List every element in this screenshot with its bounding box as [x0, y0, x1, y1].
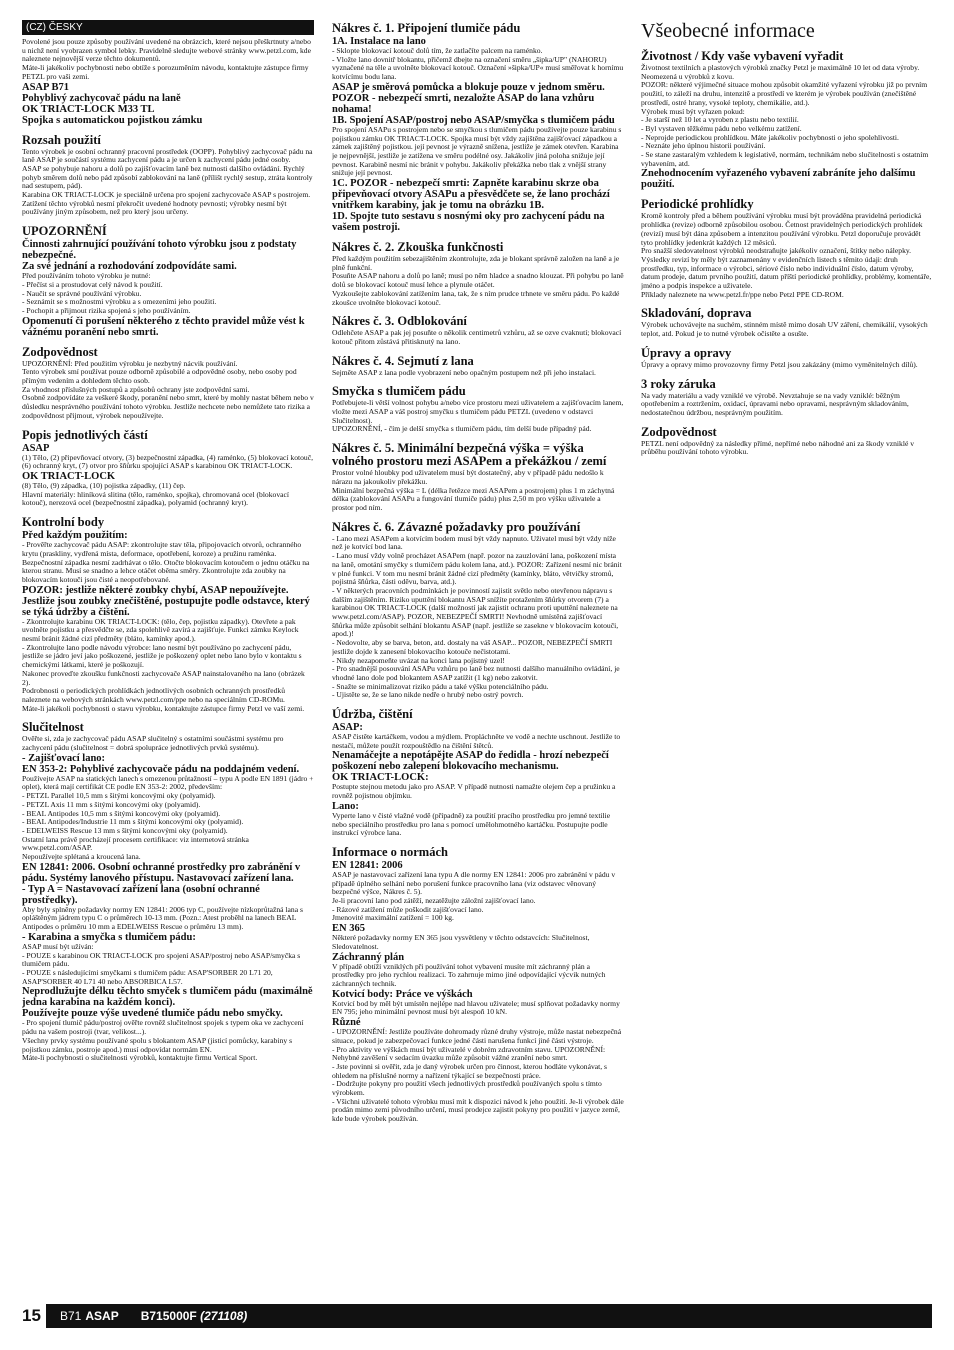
- product-1: ASAP B71: [22, 81, 69, 93]
- text-zodpovednost: UPOZORNĚNÍ: Před použitím výrobku je nezbytný nácvik používání. Tento výrobek smí používat pouze odborně způsobilé a odpovědné osoby, nebo osoby pod přímým vedením a dohledem těchto osob. Za vhodnost příslušných postupů a způsobů ochrany jste zodpovědní sami. Osobně zodpovídáte za veškeré škody, poranění nebo smrt, které by mohly nastat během nebo v důsledku nesprávného používání tohoto výrobku. Jestliže nechcete nebo nemůžete tato rizika a zodpovědnost přijmout, výrobek nepoužívejte.: [22, 358, 314, 420]
- sluc-bold-4: - Typ A = Nastavovací zařízení lana (osobní ochranné prostředky).: [22, 883, 260, 906]
- sluc-bold-3: EN 12841: 2006. Osobní ochranné prostředky pro zabránění v pádu. Systémy lanového přístupu. Nastavovací zařízení lana.: [22, 861, 301, 884]
- heading-smycka: Smyčka s tlumičem pádu: [332, 384, 466, 399]
- upravy-text: Úpravy a opravy mimo provozovny firmy Petzl jsou zakázány (mimo vyměnitelných dílů).: [641, 359, 918, 369]
- page-number: 15: [22, 1306, 41, 1325]
- product-3: OK TRIACT-LOCK M33 TL: [22, 103, 155, 115]
- heading-nakres-1: Nákres č. 1. Připojení tlumiče pádu: [332, 21, 521, 35]
- heading-upozorneni: UPOZORNĚNÍ: [22, 224, 107, 239]
- info-kotvici: Kotvicí body: Práce ve výškách: [332, 988, 473, 1000]
- sluc-text-5: - Pro spojení tlumič pádu/postroj ověřte rovněž slučitelnost spojek s typem oka ve zachycení pádu na vašem postroji (tvar, velikost...). Všechny prvky systému používané spolu s blokantem ASAP (jisticí pomůcky, karabiny s pojistkou zámku, postroje apod.) musí odpovídat normám EN. Máte-li pochybnosti o slučitelnosti výrobků, kontaktujte firmu Vertical Sport.: [22, 1018, 304, 1063]
- footer-product: ASAP: [85, 1309, 119, 1323]
- footer-date: (271108): [200, 1309, 248, 1323]
- udrzba-triact-text: Postupte stejnou metodu jako pro ASAP. V případě nutnosti namažte olejem čep a pružinku a rovněž pojistnou objímku.: [332, 782, 616, 801]
- footer-bar: [46, 1304, 932, 1328]
- heading-nakres-3: Nákres č. 3. Odblokování: [332, 314, 467, 329]
- udrzba-lano-text: Vyperte lano v čisté vlažné vodě (případně) za použití pracího prostředku pro jemné textilie nebo speciálního prostředku pro lana s pomocí umělohmotného kartáčku. Postupujte podle instrukcí výrobce lana.: [332, 810, 611, 838]
- nakres-1c: 1C. POZOR - nebezpečí smrti: Zapněte karabinu skrze oba připevňovací otvory ASAPu a přesvědčete se, že lano prochází vnitřkem karabiny, jak je tomu na obrázku 1B.: [332, 178, 610, 212]
- language-header: (CZ) ČESKY: [22, 20, 314, 35]
- sluc-bold-1: - Zajišťovací lano:: [22, 752, 106, 764]
- heading-udrzba: Údržba, čištění: [332, 707, 413, 722]
- heading-popis: Popis jednotlivých částí: [22, 427, 148, 442]
- popis-triact: OK TRIACT-LOCK: [22, 470, 116, 482]
- heading-informace: Informace o normách: [332, 844, 448, 859]
- warning-text: Před používáním tohoto výrobku je nutné: - Přečíst si a prostudovat celý návod k použití. - Naučit se správné používání výrobku. - Seznámit se s možnostmi výrobku a s omezeními jeho použití. - Pochopit a přijmout rizika spojená s jeho používáním.: [22, 271, 217, 315]
- column-3: [641, 20, 933, 457]
- heading-zodpovednost: Zodpovědnost: [22, 344, 98, 359]
- nakres-1a-text: - Sklopte blokovací kotouč dolů tím, že zatlačíte palcem na raménko. - Vložte lano dovnitř blokantu, přičemž dbejte na označení směru „šipka/UP" (NAHORU) vyznačené na těle a uvolněte blokovací kotouč. Označení »šipka/UP« musí směřovat k hornímu kotvícímu bodu lana.: [332, 46, 624, 82]
- zodpovednost-2-text: PETZL není odpovědný za následky přímé, nepřímé nebo náhodné ani za škody vzniklé v průběhu používání tohoto výrobku.: [641, 438, 915, 457]
- footer-model: B71: [60, 1309, 82, 1323]
- warning-bold-1: Činnosti zahrnující používání tohoto výrobku jsou z podstaty nebezpečné.: [22, 239, 297, 262]
- info-ruzne: Různé: [332, 1017, 361, 1029]
- udrzba-triact: OK TRIACT-LOCK:: [332, 772, 429, 784]
- nakres-6-text: - Lano mezi ASAPem a kotvícím bodem musí být vždy napnuto. Uživatel musí být vždy níže než je kotvící bod lana. - Lano musí vždy volně procházet ASAPem (např. pozor na zauzlování lana, poškození místa na laně, omotání smyčky s tlumičem pádu kolem lana, atd.). POZOR: Zařízení nesmí nic bránit v plné funkci. V tom mu nesmí bránit žádné cizí předměty (kamínky, bláto, větvičky stromů, pojistná šňůrka, části oděvu, barva, atd.). - V některých pracovních podmínkách je povinností zajistit světlo nebo otevřenou nápravu s dalším zajištěním. Riziko uputtění blokantu ASAP snížíte protažením šňůrky otvorem (7) a karabinou OK TRIACT-LOCK (další možností jak zajistit ochranu proti uputtění naleznete na www.petzl.com/ASAP). POZOR, NEBEZPEČÍ SMRTI! Nevhodně umístěná zajišťovací šňůrka může způsobit selhání blokantu ASAP (např. jestliže se zasekne v blokovacím kotouči, apod.)! - Nedovolte, aby se barva, beton, atd. dostaly na váš ASAP... POZOR, NEBEZPEČÍ SMRTI jestliže dojde k zanesení blokovacího kotouče nečistotami. - Nikdy nezapomeňte uvázat na konci lana pojistný uzel! - Pro snadnější posouvání ASAPu vzhůru po laně bez nutnosti dalšího manuálního ovládání, je vhodné lano dole pod blokantem ASAP zatížit (1 kg) nebo zakotvit. - Snažte se minimalizovat riziko pádu a také výšku potenciálního pádu. - Ujistěte se, že se lano nikde nedře o hrubý nebo ostrý povrch.: [332, 533, 622, 700]
- zivotnost-bold: Znehodnocením vyřazeného vybavení zabráníte jeho dalšímu použití.: [641, 168, 916, 191]
- nakres-3-text: Odlehčete ASAP a pak jej posuňte o několik centimetrů vzhůru, až se ozve cvaknutí; blokovací kotouč přitom zůstává přitisknutý na lano.: [332, 328, 622, 346]
- smycka-text: Potřebujete-li větší volnost pohybu a/nebo více prostoru mezi uživatelem a zajišťovacím lanem, vložte mezi ASAP a váš postroj smyčku s tlumičem pádu PETZL (uvedeno v odstavci Slučitelnost). UPOZORNĚNÍ, - čím je delší smyčka s tlumičem pádu, tím delší bude případný pád.: [332, 398, 624, 434]
- info-ruzne-text: - UPOZORNĚNÍ: Jestliže používáte dohromady různé druhy výstroje, může nastat nebezpečná situace, pokud je zabezpečovací funkce jedné části narušena funkcí jiné části výstroje. - Pro aktivity ve výškách musí být uživatelé v dobrém zdravotním stavu. UPOZORNĚNÍ: Nehybné zavěšení v sedacím úvazku může způsobit vážné zranění nebo smrt. - Jste povinni si ověřit, zda je daný výrobek určen pro činnost, kterou hodláte vykonávat, s ohledem na příslušné normy a nařízení týkající se bezpečnosti práce. - Dodržujte pokyny pro použití všech jednotlivých prostředků používaných spolu s tímto výrobkem. - Všichni uživatelé tohoto výrobku musí mít k dispozici návod k jeho použití. Je-li výrobek dále prodán mimo zemi původního určení, musí prodejce zajistit pokyny pro použití v jazyce země, kde bude výrobek používán.: [332, 1027, 624, 1124]
- popis-asap: ASAP: [22, 442, 50, 454]
- sluc-bold-2: EN 353-2: Pohyblivé zachycovače pádu na poddajném vedení.: [22, 763, 300, 775]
- heading-zivotnost: Životnost / Kdy vaše vybavení vyřadit: [641, 49, 844, 63]
- heading-zodpovednost-2: Zodpovědnost: [641, 424, 717, 439]
- sluc-text-4: ASAP musí být užíván: - POUZE s karabinou OK TRIACT-LOCK pro spojení ASAP/postroj nebo ASAP/smyčka s tlumičem pádu. - POUZE s následujícími smyčkami s tlumičem pádu: ASAP'SORBER 20 L71 20, ASAP'SORBER 40 L71 40 nebo ABSORBICA L57.: [22, 941, 301, 986]
- nakres-4-text: Sejměte ASAP z lana podle vyobrazení nebo opačným postupem než při jeho instalaci.: [332, 367, 596, 377]
- udrzba-asap-text: ASAP čistěte kartáčkem, vodou a mýdlem. Propláchněte ve vodě a nechte uschnout. Jestliže to nestačí, můžete použít rozpouštědlo na čištění štětců.: [332, 732, 621, 750]
- warning-bold-3: Opomenutí či porušení některého z těchto pravidel může vést k vážnému poranění nebo smrti.: [22, 315, 305, 338]
- column-2: [332, 20, 624, 1124]
- heading-kontrolni: Kontrolní body: [22, 515, 105, 530]
- heading-slucitelnost: Slučitelnost: [22, 720, 84, 735]
- info-en365: EN 365: [332, 923, 365, 935]
- info-kotvici-text: Kotvicí bod by měl být umístěn nejlépe nad hlavou uživatele; musí splňovat požadavky normy EN 795; jeho minimální pevnost musí být alespoň 10 kN.: [332, 998, 620, 1017]
- heading-zaruka: 3 roky záruka: [641, 376, 716, 391]
- column-1: [22, 20, 314, 1063]
- sluc-text-2: Používejte ASAP na statických lanech s omezenou průtažností – typu A podle EN 1891 (jádro + oplet), která mají certifikát CE podle EN 353-2: 2002, především: - PETZL Parallel 10,5 mm s šitými koncovými oky (polyamid). - PETZL Axis 11 mm s šitými koncovými oky (polyamid). - BEAL Antipodes 10,5 mm s šitými koncovými oky (polyamid). - BEAL Antipodes/Industrie 11 mm s šitými koncovými oky (polyamid). - EDELWEISS Rescue 13 mm s šitými koncovými oky (polyamid). Ostatní lana právě procházejí procesem certifikace: viz internetová stránka www.petzl.com/ASAP. Nepoužívejte splétaná a kroucená lana.: [22, 773, 314, 862]
- heading-upravy: Úpravy a opravy: [641, 345, 732, 360]
- kontrol-text-2: - Zkontrolujte karabinu OK TRIACT-LOCK: (tělo, čep, pojistku západky). Otevřete a pak uvolněte pojistku a přesvědčte se, zda spolehlivě zavírá a zajišťuje. Funkci zámku Keylock nesmí bránit žádné cizí předměty (bláto, kamínky apod.). - Zkontrolujte lano podle návodu výrobce: lano nesmí být používáno po zachycení pádu, jestliže se jádro jeví jako poškozené, jestliže je poškozený oplet nebo lano bylo v kontaktu s chemickými látkami, které je poškozují. Nakonec proveďte zkoušku funkčnosti zachycovače ASAP nainstalovaného na lano (obrázek 2). Podrobnosti o periodických prohlídkách jednotlivých osobních ochranných prostředků naleznete na webových stránkách www.petzl.com/ppe nebo na speciálním CD-ROMu. Máte-li jakékoli pochybnosti o stavu výrobku, kontaktujte zástupce firmy Petzl ve vaší zemi.: [22, 616, 305, 713]
- heading-nakres-5: Nákres č. 5. Minimální bezpečná výška = výška volného prostoru mezi ASAPem a překážkou / zemí: [332, 441, 607, 469]
- heading-periodicke: Periodické prohlídky: [641, 197, 754, 212]
- sluc-bold-6: Neprodlužujte délku těchto smyček s tlumičem pádu (maximálně jedna karabina na každém konci).: [22, 986, 313, 1009]
- info-zachranny: Záchranný plán: [332, 951, 405, 963]
- info-en12841-text: ASAP je nastavovací zařízení lana typu A dle normy EN 12841: 2006 pro zabránění v pádu v případě úplného selhání nebo porušení funkce pracovního lana (viz odstavec věnovaný bezpečné výšce, Nákres č. 5). Je-li pracovní lano pod zátěží, nezatěžujte záložní zajišťovací lano. - Rázové zatížení může poškodit zajišťovací lano. Jmenovité maximální zatížení = 100 kg.: [332, 869, 616, 923]
- nakres-1a: 1A. Instalace na lano: [332, 36, 426, 47]
- product-4: Spojka s automatickou pojistkou zámku: [22, 114, 203, 126]
- general-info-title: Všeobecné informace: [641, 20, 815, 42]
- sluc-text-3: Aby byly splněny požadavky normy EN 12841: 2006 typ C, používejte nízkoprůtažná lana s opláštěným jádrem typu C o průměrech 10-13 mm. (Pozn.: Atest proběhl na lanech BEAL Antipodes o průměru 10 mm a EDELWEISS Rescue o průměru 13 mm).: [22, 904, 303, 932]
- info-zachranny-text: V případě obtíží vzniklých při používání tohot vybavení musíte mít záchranný plán a prostředky pro jeho rychlou realizaci. To zahrnuje mimo jiné odpovídající výcvik nutných záchranných technik.: [332, 961, 606, 988]
- heading-nakres-4: Nákres č. 4. Sejmutí z lana: [332, 353, 474, 368]
- info-en365-text: Některé požadavky normy EN 365 jsou vysvětleny v těchto odstavcích: Slučitelnost, Sledovatelnost.: [332, 933, 590, 951]
- periodicke-text: Kromě kontroly před a během používání výrobku musí být prováděna pravidelná periodická prohlídka (revize) odborně způsobilou osobou. Četnost pravidelných periodických prohlídek (revizí) musí být dána způsobem a intenzitou používání výrobku. Petzl doporučuje provádět tyto prohlídky jedenkrát každých 12 měsíců. Pro snažší sledovatelnost výrobků neodstraňujte jakékoliv označení, štítky nebo nálepky. Výsledky revizí by měly být zaznamenány v evidenčních listech s těmito údaji: druh prostředku, typ, informace o výrobci, sériové číslo nebo individuální číslo, datum výroby, datum prodeje, datum prvního použití, datum příští periodické prohlídky, problémy, komentáře, jméno a podpis inspekce a uživatele. Příklady naleznete na www.petzl.fr/ppe nebo Petzl PPE CD-ROM.: [641, 211, 932, 299]
- udrzba-warning: Nenamáčejte a nepotápějte ASAP do ředidla - hrozí nebezpečí poškození nebo zalepení blokovacího mechanismu.: [332, 750, 609, 773]
- zaruka-text: Na vady materiálu a vady vzniklé ve výrobě. Nevztahuje se na vady vzniklé: běžným opotřebením a roztržením, oxidací, úpravami nebo opravami, nesprávným skladováním, nedostatečnou údržbou, nesprávným použitím.: [641, 390, 909, 417]
- nakres-1a-warning: ASAP je směrová pomůcka a blokuje pouze v jednom směru. POZOR - nebezpečí smrti, nezaložte ASAP do lana vzhůru nohama!: [332, 81, 605, 115]
- nakres-1b-text: Pro spojení ASAPu s postrojem nebo se smyčkou s tlumičem pádu používejte pouze karabinu s pojistkou zámku OK TRIACT-LOCK. Spojka musí být vždy zajištěna zajišťovací západkou a zámek zajištěný pojistkou. její pevnost je výrazně snížena, jestliže je zámek otevřen. Karabina je nejpevnější, jestliže je zatížena ve směru podélné osy. Jakákoliv jiná poloha snižuje její pevnost. Karabině nesmí nic bránit v pohybu. Jakákoliv překážka nebo tlak z vnější strany snižuje její pevnost.: [332, 124, 622, 178]
- page-footer: [22, 1304, 932, 1328]
- skladovani-text: Výrobek uchovávejte na suchém, stinném místě mimo dosah UV záření, chemikálií, vysokých teplot, atd. Pokud je to nutné výrobek očistěte a osušte.: [641, 320, 928, 339]
- sluc-bold-7: Používejte pouze výše uvedené tlumiče pádu nebo smyčky.: [22, 1008, 283, 1020]
- heading-rozsah: Rozsah použití: [22, 132, 101, 147]
- sluc-bold-5: - Karabina a smyčka s tlumičem pádu:: [22, 931, 196, 943]
- nakres-1b: 1B. Spojení ASAP/postroj nebo ASAP/smyčka s tlumičem pádu: [332, 114, 615, 126]
- nakres-5-text: Prostor volné hloubky pod uživatelem musí být dostatečný, aby v případě pádu nedošlo k nárazu na jakoukoliv překážku. Minimální bezpečná výška = L (délka řetězce mezi ASAPem a postrojem) plus 1 m záchytná délka (zablokování ASAPu a fungování tlumiče pádu) plus 2,50 m pro výšku uživatele a prostor pod ním.: [332, 468, 615, 512]
- udrzba-lano: Lano:: [332, 800, 359, 812]
- product-2: Pohyblivý zachycovač pádu na laně: [22, 92, 181, 104]
- sluc-text-1: Ověřte si, zda je zachycovač pádu ASAP slučitelný s ostatními součástmi systému pro zachycení pádu (slučitelnost = dobrá spolupráce jednotlivých prvků systému).: [22, 734, 284, 753]
- nakres-1d: 1D. Spojte tuto sestavu s nosnými oky pro zachycení pádu na vašem postroji.: [332, 211, 605, 234]
- warning-bold-2: Za své jednání a rozhodování zodpovídáte sami.: [22, 261, 237, 273]
- text-rozsah: Tento výrobek je osobní ochranný pracovní prostředek (OOPP). Pohyblivý zachycovač pádu na laně ASAP je součástí systému zachycení pádu a je určen k zachycení pádu jedné osoby. ASAP se pohybuje nahoru a dolů po zajišťovacím laně bez nutnosti dalšího ovládání. Rychlý pohyb směrem dolů nebo pád způsobí zablokování na laně (přílišt rychlý sestup, ztráta kontroly nad sestupem, pád). Karabina OK TRIACT-LOCK je speciálně určena pro spojení zachycovače ASAP s postrojem. Zatížení těchto výrobků nesmí překročit uvedené hodnoty pevnosti; výrobky nesmí být používány jiným způsobem, než pro který jsou určeny.: [22, 146, 313, 217]
- intro-text: Povolené jsou pouze způsoby používání uvedené na obrázcích, které nejsou přeškrtnuty a/nebo u nichž není vyobrazen symbol lebky. Pravidelně sledujte webové stránky www.petzl.com, kde naleznete nejnovější verze těchto dokumentů. Máte-li jakékoliv pochybnosti nebo obtíže s porozuměním návodu, kontaktujte zástupce firmy PETZL pro vaši zemi.: [22, 37, 311, 81]
- footer-code: B715000F: [140, 1309, 197, 1323]
- kontrol-text-1: - Prověřte zachycovač pádu ASAP: zkontrolujte stav těla, připojovacích otvorů, ochranného krytu (praskliny, vydřená místa, deformace, opotřebení, koroze) a pružinu raménka. Bezpečnostní západka nesmí zadrhávat o tělo. Otočte blokovacím kotoučem o jednu otáčku na kterou stranu. Musí se snadno a lehce otáčet oběma směry. Zkontrolujte zda zoubky na blokovacím kotouči jsou čisté a neopotřebované.: [22, 540, 310, 584]
- popis-asap-text: (1) Tělo, (2) připevňovací otvory, (3) bezpečnostní západka, (4) raménko, (5) blokovací kotouč, (6) ochranný kryt, (7) otvor pro šňůrku spojující ASAP s karabinou OK TRIACT-LOCK.: [22, 452, 313, 471]
- kontrol-bold-2: POZOR: jestliže některé zoubky chybí, ASAP nepoužívejte. Jestliže jsou zoubky znečištěné, postupujte podle odstavce, který se týká údržby a čištění.: [22, 584, 310, 618]
- udrzba-asap: ASAP:: [332, 722, 363, 734]
- nakres-2-text: Před každým použitím sebezajištěním zkontrolujte, zda je blokant správně založen na laně a je plně funkční. Posuňte ASAP nahoru a dolů po laně; musí po něm hladce a snadno klouzat. Při pohybu po laně dolů se blokovací kotouč musí lehce a plynule otáčet. Vyzkoušejte zablokování zatížením lana, tak, že s ním prudce trhnete ve směru pádu. Po každé zkoušce uvolněte blokovací kotouč.: [332, 254, 624, 307]
- heading-skladovani: Skladování, doprava: [641, 306, 752, 321]
- heading-nakres-6: Nákres č. 6. Závazné požadavky pro používání: [332, 519, 581, 534]
- popis-triact-text: (8) Tělo, (9) západka, (10) pojistka západky, (11) čep. Hlavní materiály: hliníková slitina (tělo, raménko, spojka), chromovaná ocel (blokovací kotouč), nerezová ocel (bezpečnostní západka), polyamid (ochranný kryt).: [22, 480, 289, 508]
- kontrol-bold-1: Před každým použitím:: [22, 530, 128, 542]
- zivotnost-text: Životnost textilních a plastových výrobků značky Petzl je maximálně 10 let od data výroby. Neomezená u výrobků z kovu. POZOR: některé výjimečné situace mohou způsobit okamžité vyřazení výrobku již po prvním použití, to záleží na druhu, intenzitě a prostředí ve kterém je výrobek používán (znečištěné prostředí, ostré hrany, vysoké teploty, chemikálie, atd.). Výrobek musí být vyřazen pokud: - Je starší než 10 let a vyroben z plastu nebo textilií. - Byl vystaven těžkému pádu nebo velkému zatížení. - Neprojde periodickou prohlídkou. Máte jakékoliv pochybnosti o jeho spolehlivosti. - Neznáte jeho úplnou historii používání. - Se stane zastaralým vzhledem k legislativě, normám, technikám nebo slučitelnosti s ostatním vybavením, atd.: [641, 63, 929, 168]
- heading-nakres-2: Nákres č. 2. Zkouška funkčnosti: [332, 240, 504, 255]
- info-en12841: EN 12841: 2006: [332, 859, 403, 871]
